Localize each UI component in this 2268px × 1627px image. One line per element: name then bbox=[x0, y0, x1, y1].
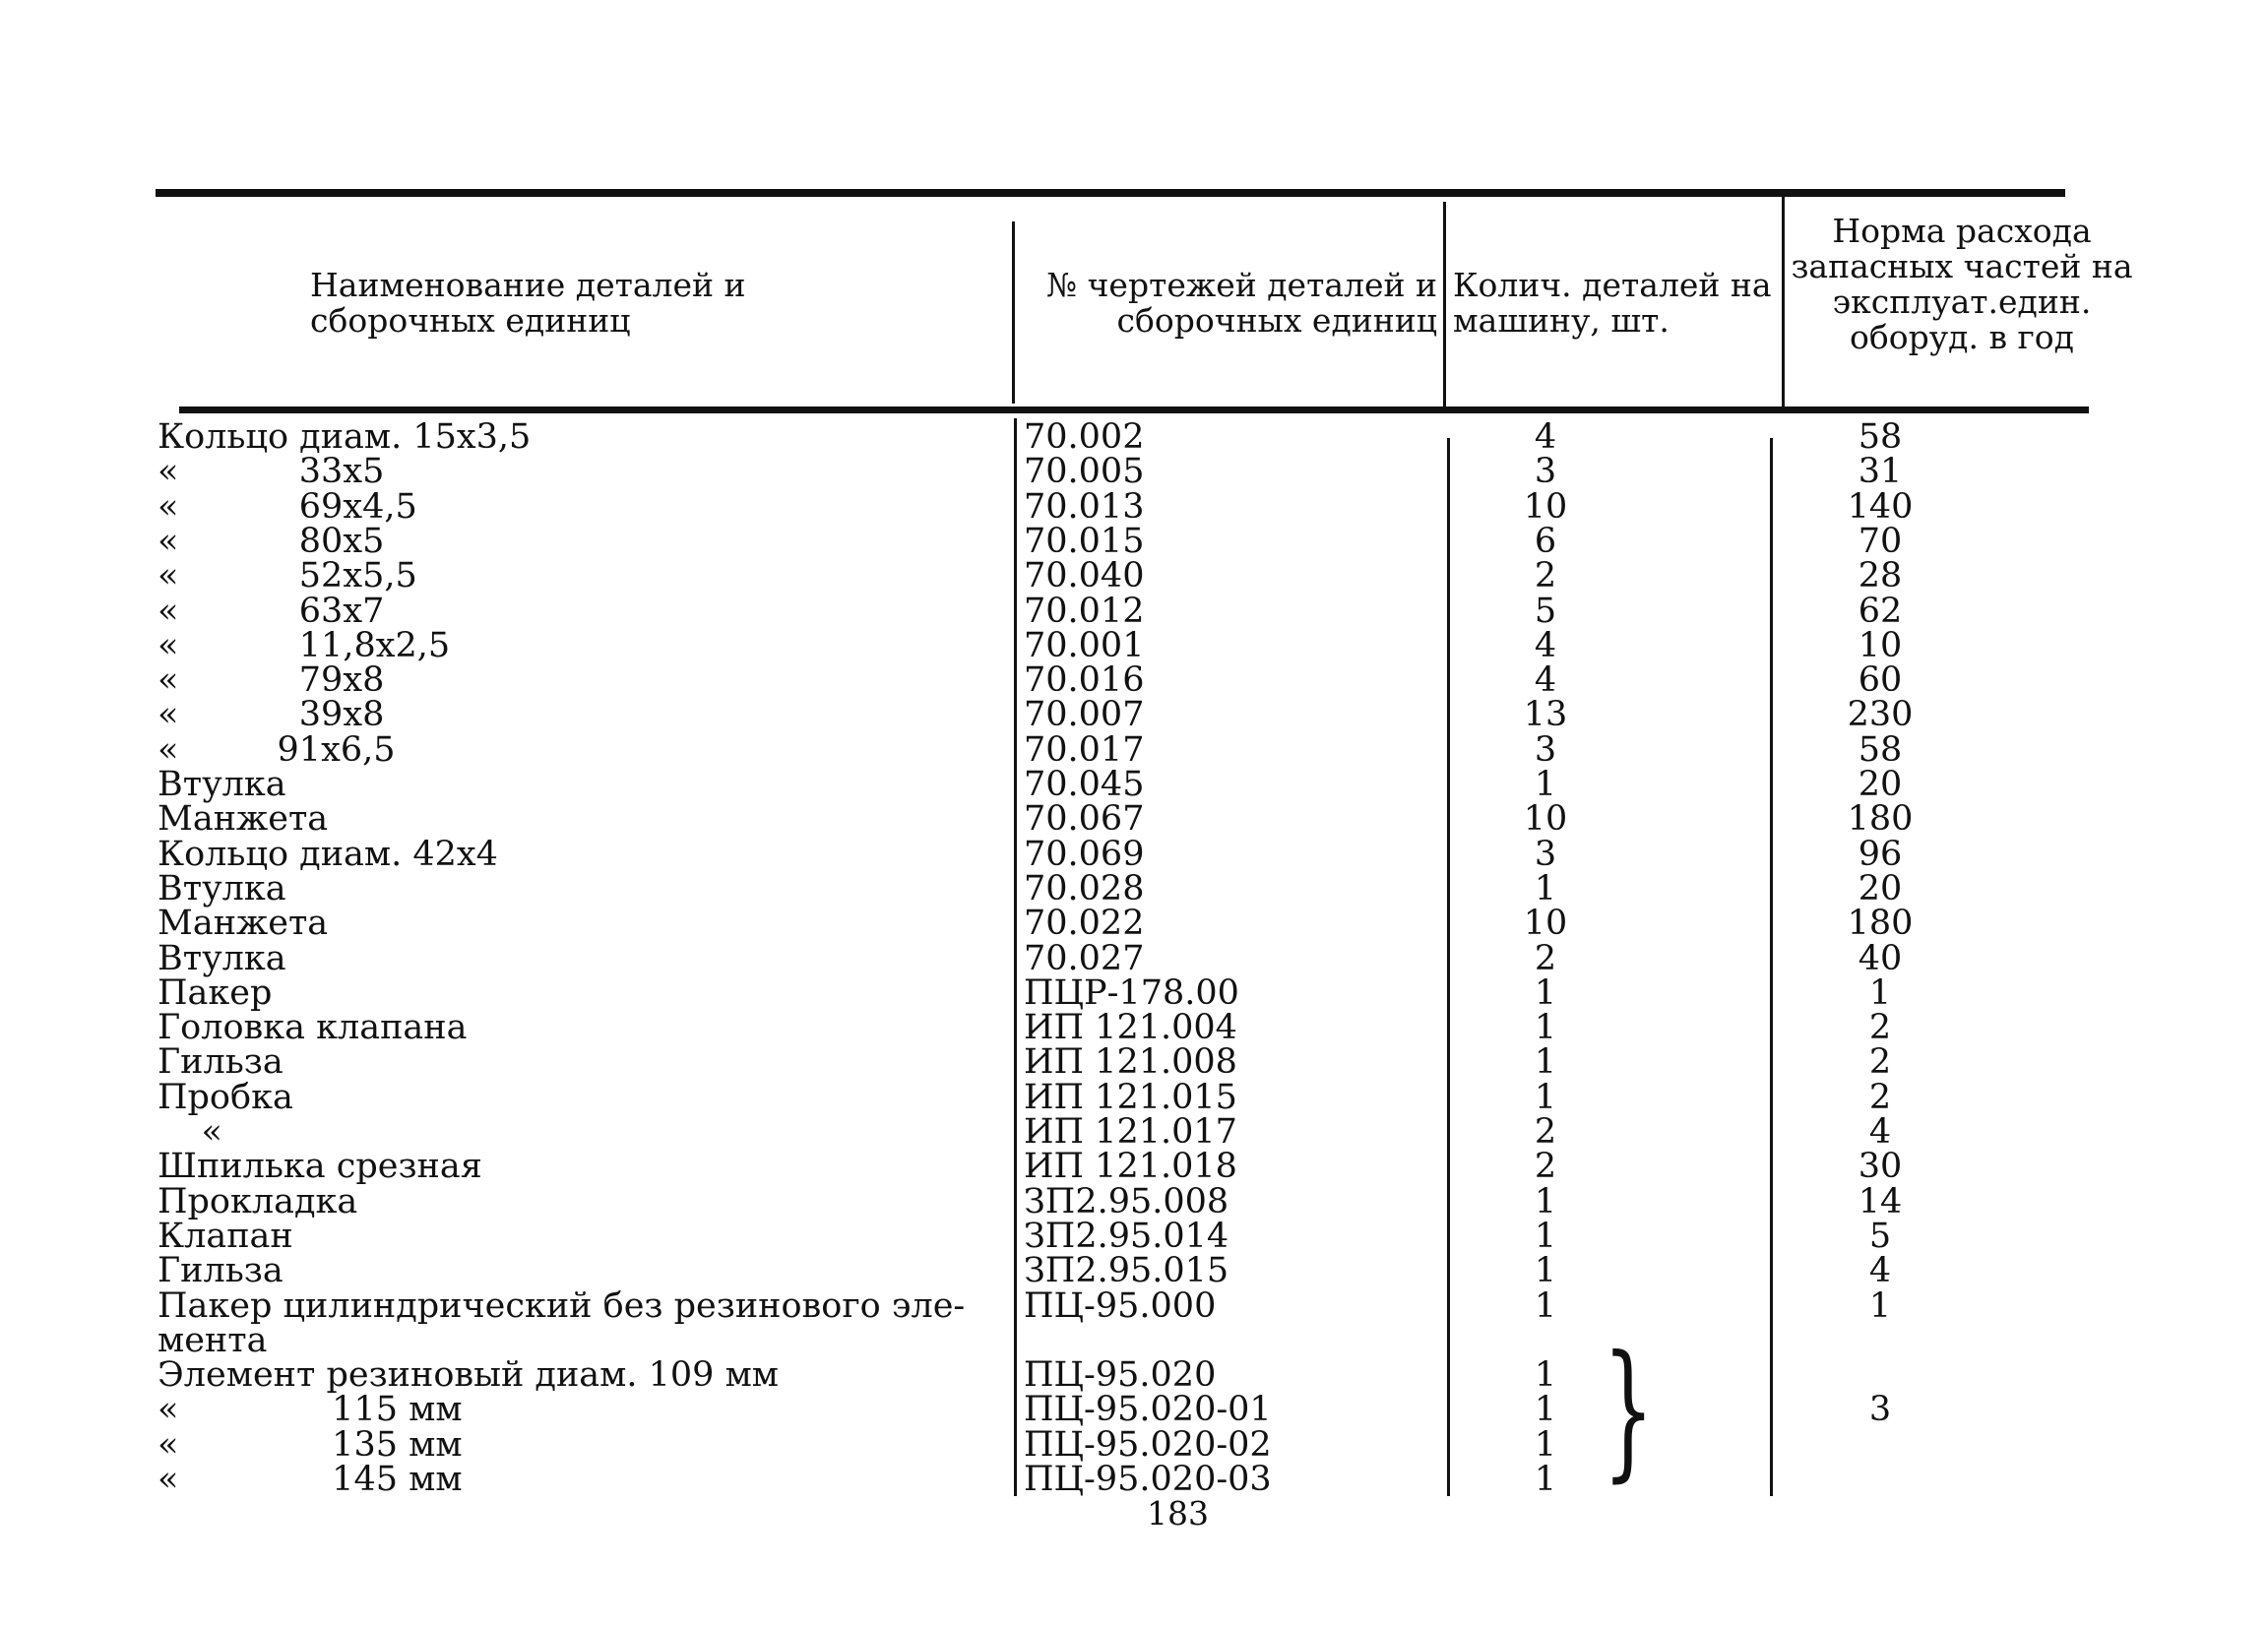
row-qty: 1 bbox=[1534, 1460, 1557, 1499]
header-drawing: № чертежей деталей и сборочных единиц bbox=[1045, 266, 1437, 340]
row-name: Шпилька срезная bbox=[158, 1147, 482, 1186]
row-norm: 40 bbox=[1858, 939, 1903, 978]
row-drawing: ЗП2.95.015 bbox=[1024, 1251, 1229, 1290]
row-norm: 1 bbox=[1868, 1286, 1892, 1326]
row-drawing: ПЦ-95.020-02 bbox=[1024, 1425, 1272, 1465]
row-name: « 80х5 bbox=[158, 522, 385, 561]
row-qty: 13 bbox=[1523, 695, 1568, 734]
row-name: « 79х8 bbox=[158, 660, 385, 700]
row-norm: 2 bbox=[1868, 1078, 1892, 1117]
row-qty: 3 bbox=[1534, 452, 1557, 491]
row-drawing: ИП 121.017 bbox=[1024, 1112, 1237, 1152]
row-qty: 6 bbox=[1534, 522, 1557, 561]
row-drawing: 70.013 bbox=[1024, 487, 1145, 527]
row-qty: 2 bbox=[1534, 939, 1557, 978]
group-brace: } bbox=[1603, 1325, 1655, 1496]
row-drawing: 70.022 bbox=[1024, 904, 1145, 943]
row-drawing: 70.005 bbox=[1024, 452, 1145, 491]
row-drawing: 70.012 bbox=[1024, 592, 1145, 631]
row-name: « 63х7 bbox=[158, 592, 385, 631]
row-norm: 2 bbox=[1868, 1008, 1892, 1047]
row-qty: 1 bbox=[1534, 869, 1557, 908]
row-qty: 3 bbox=[1534, 730, 1557, 770]
row-norm: 70 bbox=[1858, 522, 1903, 561]
row-drawing: 70.007 bbox=[1024, 695, 1145, 734]
row-name: Кольцо диам. 42х4 bbox=[158, 835, 498, 874]
row-qty: 1 bbox=[1534, 1217, 1557, 1256]
row-name: « 39х8 bbox=[158, 695, 385, 734]
row-norm: 10 bbox=[1858, 626, 1903, 665]
row-norm: 28 bbox=[1858, 556, 1903, 595]
row-norm: 62 bbox=[1858, 592, 1903, 631]
row-name: Кольцо диам. 15х3,5 bbox=[158, 417, 532, 457]
row-qty: 2 bbox=[1534, 1112, 1557, 1152]
row-qty: 4 bbox=[1534, 626, 1557, 665]
row-qty: 10 bbox=[1523, 904, 1568, 943]
page-number: 183 bbox=[1147, 1494, 1209, 1533]
row-norm: 230 bbox=[1847, 695, 1914, 734]
row-drawing: 70.017 bbox=[1024, 730, 1145, 770]
row-qty: 1 bbox=[1534, 1390, 1557, 1429]
row-name: « 91х6,5 bbox=[158, 730, 396, 770]
row-norm: 58 bbox=[1858, 730, 1903, 770]
row-name: Пакер bbox=[158, 973, 273, 1013]
row-qty: 1 bbox=[1534, 973, 1557, 1013]
row-name: Втулка bbox=[158, 939, 286, 978]
row-norm: 20 bbox=[1858, 869, 1903, 908]
row-drawing: 70.040 bbox=[1024, 556, 1145, 595]
row-name: Элемент резиновый диам. 109 мм bbox=[158, 1355, 780, 1395]
row-name: Пакер цилиндрический без резинового эле- bbox=[158, 1286, 966, 1326]
row-drawing: 70.028 bbox=[1024, 869, 1145, 908]
row-qty: 3 bbox=[1534, 835, 1557, 874]
row-qty: 10 bbox=[1523, 487, 1568, 527]
row-drawing: ПЦ-95.020 bbox=[1024, 1355, 1217, 1395]
row-qty: 1 bbox=[1534, 1042, 1557, 1082]
row-drawing: ИП 121.015 bbox=[1024, 1078, 1237, 1117]
row-norm: 4 bbox=[1868, 1251, 1892, 1290]
row-name: « 69х4,5 bbox=[158, 487, 417, 527]
row-name: « 115 мм bbox=[158, 1390, 463, 1429]
row-norm: 140 bbox=[1847, 487, 1914, 527]
row-drawing: ПЦ-95.020-01 bbox=[1024, 1390, 1272, 1429]
row-qty: 1 bbox=[1534, 1078, 1557, 1117]
row-qty: 2 bbox=[1534, 556, 1557, 595]
row-drawing: 70.045 bbox=[1024, 765, 1145, 804]
row-qty: 2 bbox=[1534, 1147, 1557, 1186]
row-drawing: ПЦР-178.00 bbox=[1024, 973, 1239, 1013]
row-name: « bbox=[158, 1112, 222, 1152]
row-norm: 60 bbox=[1858, 660, 1903, 700]
row-qty: 1 bbox=[1534, 1286, 1557, 1326]
row-name: Втулка bbox=[158, 765, 286, 804]
row-norm: 58 bbox=[1858, 417, 1903, 457]
row-name: Втулка bbox=[158, 869, 286, 908]
row-qty: 1 bbox=[1534, 1425, 1557, 1465]
row-drawing: 70.027 bbox=[1024, 939, 1145, 978]
row-name: « 11,8х2,5 bbox=[158, 626, 451, 665]
row-qty: 1 bbox=[1534, 1008, 1557, 1047]
row-qty: 4 bbox=[1534, 417, 1557, 457]
row-qty: 1 bbox=[1534, 1355, 1557, 1395]
row-name: Манжета bbox=[158, 799, 329, 839]
row-name: « 52х5,5 bbox=[158, 556, 417, 595]
row-name: Головка клапана bbox=[158, 1008, 468, 1047]
row-norm: 14 bbox=[1858, 1182, 1903, 1221]
row-norm: 30 bbox=[1858, 1147, 1903, 1186]
row-drawing: 70.002 bbox=[1024, 417, 1145, 457]
row-name: мента bbox=[158, 1321, 268, 1360]
row-qty: 4 bbox=[1534, 660, 1557, 700]
row-name: « 145 мм bbox=[158, 1460, 463, 1499]
row-drawing: ЗП2.95.008 bbox=[1024, 1182, 1229, 1221]
row-drawing: ИП 121.018 bbox=[1024, 1147, 1237, 1186]
row-drawing: ИП 121.004 bbox=[1024, 1008, 1237, 1047]
row-norm: 20 bbox=[1858, 765, 1903, 804]
row-qty: 1 bbox=[1534, 1251, 1557, 1290]
row-name: Клапан bbox=[158, 1217, 293, 1256]
row-name: Гильза bbox=[158, 1042, 284, 1082]
row-norm: 2 bbox=[1868, 1042, 1892, 1082]
row-norm: 31 bbox=[1858, 452, 1903, 491]
row-norm: 96 bbox=[1858, 835, 1903, 874]
row-drawing: 70.069 bbox=[1024, 835, 1145, 874]
header-norm: Норма расхода запасных частей на эксплуат.един. оборуд. в год bbox=[1791, 212, 2133, 356]
row-norm: 3 bbox=[1868, 1390, 1892, 1429]
header-name: Наименование деталей и сборочных единиц bbox=[310, 266, 746, 340]
row-name: Гильза bbox=[158, 1251, 284, 1290]
row-drawing: ПЦ-95.020-03 bbox=[1024, 1460, 1272, 1499]
row-name: « 135 мм bbox=[158, 1425, 463, 1465]
row-norm: 1 bbox=[1868, 973, 1892, 1013]
row-name: Манжета bbox=[158, 904, 329, 943]
row-drawing: 70.067 bbox=[1024, 799, 1145, 839]
row-drawing: ЗП2.95.014 bbox=[1024, 1217, 1229, 1256]
row-qty: 5 bbox=[1534, 592, 1557, 631]
row-name: « 33х5 bbox=[158, 452, 385, 491]
row-drawing: ИП 121.008 bbox=[1024, 1042, 1237, 1082]
row-norm: 180 bbox=[1847, 799, 1914, 839]
header-qty: Колич. деталей на машину, шт. bbox=[1453, 266, 1772, 340]
row-drawing: 70.001 bbox=[1024, 626, 1145, 665]
row-qty: 1 bbox=[1534, 1182, 1557, 1221]
row-norm: 4 bbox=[1868, 1112, 1892, 1152]
row-drawing: ПЦ-95.000 bbox=[1024, 1286, 1217, 1326]
row-drawing: 70.016 bbox=[1024, 660, 1145, 700]
row-drawing: 70.015 bbox=[1024, 522, 1145, 561]
row-name: Пробка bbox=[158, 1078, 293, 1117]
row-norm: 180 bbox=[1847, 904, 1914, 943]
row-qty: 1 bbox=[1534, 765, 1557, 804]
row-qty: 10 bbox=[1523, 799, 1568, 839]
row-norm: 5 bbox=[1868, 1217, 1892, 1256]
row-name: Прокладка bbox=[158, 1182, 358, 1221]
